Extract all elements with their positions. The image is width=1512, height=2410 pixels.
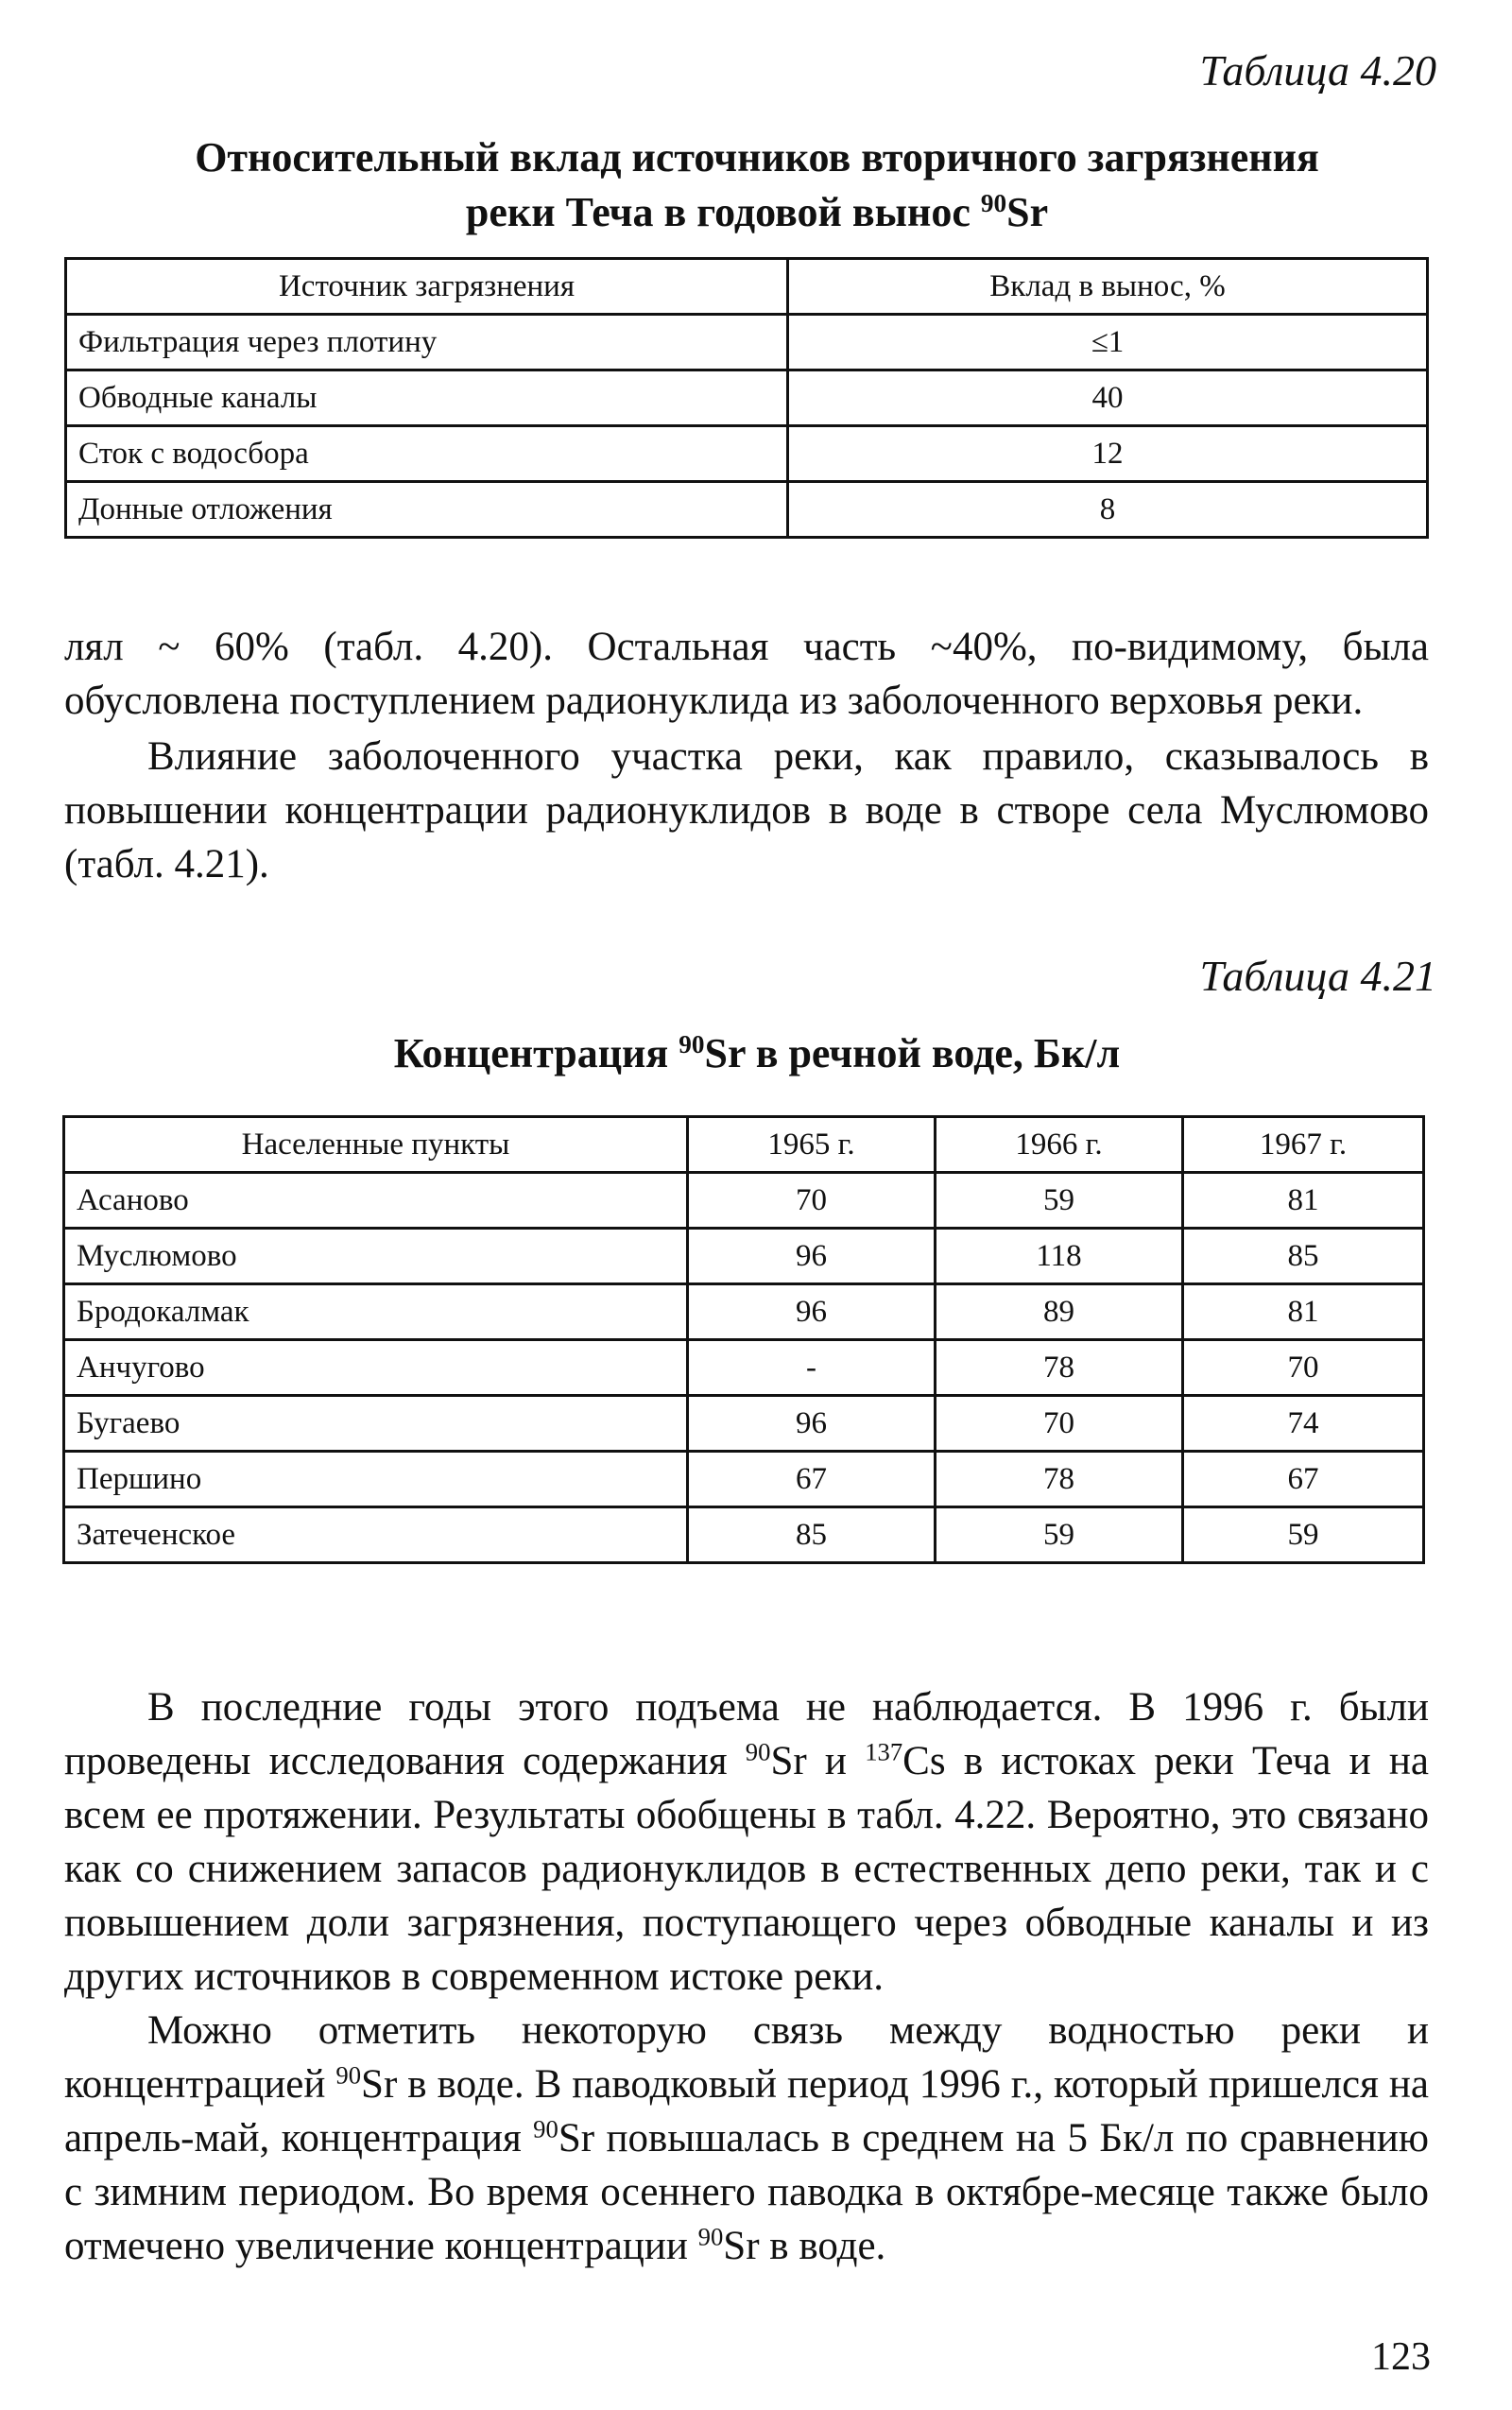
table-row bbox=[64, 1284, 1424, 1340]
header-cell: Вклад в вынос, % bbox=[788, 259, 1428, 315]
table-cell: 67 bbox=[1183, 1452, 1424, 1507]
table-row bbox=[64, 1507, 1424, 1563]
table-row bbox=[66, 370, 1428, 426]
table-cell: 59 bbox=[1183, 1507, 1424, 1563]
table-row bbox=[64, 1340, 1424, 1396]
table-4-21 bbox=[62, 1115, 1425, 1564]
page-number: 123 bbox=[1371, 2335, 1431, 2379]
table-cell: 96 bbox=[688, 1284, 936, 1340]
table-4-20 bbox=[64, 257, 1429, 539]
table-cell: 59 bbox=[936, 1507, 1183, 1563]
table-cell: 74 bbox=[1183, 1396, 1424, 1452]
table-cell: 81 bbox=[1183, 1284, 1424, 1340]
table-header-row bbox=[66, 259, 1428, 315]
table-row bbox=[64, 1396, 1424, 1452]
table-cell: 70 bbox=[1183, 1340, 1424, 1396]
table-cell: 59 bbox=[936, 1173, 1183, 1229]
table-cell: 8 bbox=[788, 482, 1428, 538]
table-cell: 78 bbox=[936, 1452, 1183, 1507]
table-4-20-title bbox=[62, 130, 1452, 240]
table-cell: 118 bbox=[936, 1229, 1183, 1284]
table-cell: 81 bbox=[1183, 1173, 1424, 1229]
header-cell: 1966 г. bbox=[936, 1117, 1183, 1173]
table-cell: - bbox=[688, 1340, 936, 1396]
table-4-21-title: Концентрация $^{90}$Sr в речной воде, Бк/л bbox=[393, 1030, 1121, 1076]
table-cell: Анчугово bbox=[64, 1340, 688, 1396]
table-cell: Бродокалмак bbox=[64, 1284, 688, 1340]
paragraph: Влияние заболоченного участка реки, как правило, сказывалось в повышении концентрации радионуклидов в воде в створе села Муслюмово (табл. 4.21). bbox=[64, 734, 1429, 887]
table-cell: Асаново bbox=[64, 1173, 688, 1229]
table-cell: 89 bbox=[936, 1284, 1183, 1340]
table-4-20-title-line2: реки Теча в годовой вынос $^{90}$Sr bbox=[465, 189, 1049, 235]
paragraph: Можно отметить некоторую связь между водностью реки и концентрацией $^{90}$Sr в воде. В паводковый период 1996 г., который пришелся на апрель-май, концентрация $^{90}$Sr повышалась в среднем на 5 Бк/л по сравнению с зимним периодом. Во время осеннего паводка в октябре-месяце также было отмечено увеличение концентрации $^{90}$Sr в воде. bbox=[64, 2008, 1429, 2268]
table-cell: 70 bbox=[688, 1173, 936, 1229]
table-cell: 96 bbox=[688, 1396, 936, 1452]
paragraph: В последние годы этого подъема не наблюдается. В 1996 г. были проведены исследования содержания $^{90}$Sr и $^{137}$Cs в истоках реки Теча и на всем ее протяжении. Результаты обобщены в табл. 4.22. Вероятно, это связано как со снижением запасов радионуклидов в естественных депо реки, так и с повышением доли загрязнения, поступающего через обводные каналы и из других источников в современном истоке реки. bbox=[64, 1685, 1429, 1999]
table-cell: 85 bbox=[688, 1507, 936, 1563]
table-cell: Фильтрация через плотину bbox=[66, 315, 788, 370]
table-cell: 40 bbox=[788, 370, 1428, 426]
header-cell: 1965 г. bbox=[688, 1117, 936, 1173]
table-4-20-title-line1: Относительный вклад источников вторичного загрязнения bbox=[195, 134, 1319, 181]
table-4-20-label: Таблица 4.20 bbox=[1199, 46, 1436, 95]
table-cell: 96 bbox=[688, 1229, 936, 1284]
table-cell: Затеченское bbox=[64, 1507, 688, 1563]
table-row bbox=[66, 315, 1428, 370]
table-cell: 12 bbox=[788, 426, 1428, 482]
table-row bbox=[64, 1452, 1424, 1507]
header-cell: 1967 г. bbox=[1183, 1117, 1424, 1173]
table-header-row bbox=[64, 1117, 1424, 1173]
table-row bbox=[64, 1173, 1424, 1229]
table-cell: 70 bbox=[936, 1396, 1183, 1452]
table-cell: Першино bbox=[64, 1452, 688, 1507]
table-row bbox=[64, 1229, 1424, 1284]
table-row bbox=[66, 426, 1428, 482]
table-cell: 85 bbox=[1183, 1229, 1424, 1284]
table-cell: Сток с водосбора bbox=[66, 426, 788, 482]
table-4-21-label: Таблица 4.21 bbox=[1199, 952, 1436, 1000]
table-cell: 67 bbox=[688, 1452, 936, 1507]
paragraph: лял ~ 60% (табл. 4.20). Остальная часть ~40%, по-видимому, была обусловлена поступлением радионуклида из заболоченного верховья реки. bbox=[64, 625, 1429, 723]
table-cell: Донные отложения bbox=[66, 482, 788, 538]
header-cell: Источник загрязнения bbox=[66, 259, 788, 315]
table-cell: 78 bbox=[936, 1340, 1183, 1396]
table-cell: Обводные каналы bbox=[66, 370, 788, 426]
header-cell: Населенные пункты bbox=[64, 1117, 688, 1173]
table-cell: Бугаево bbox=[64, 1396, 688, 1452]
table-cell: ≤1 bbox=[788, 315, 1428, 370]
table-row bbox=[66, 482, 1428, 538]
table-cell: Муслюмово bbox=[64, 1229, 688, 1284]
